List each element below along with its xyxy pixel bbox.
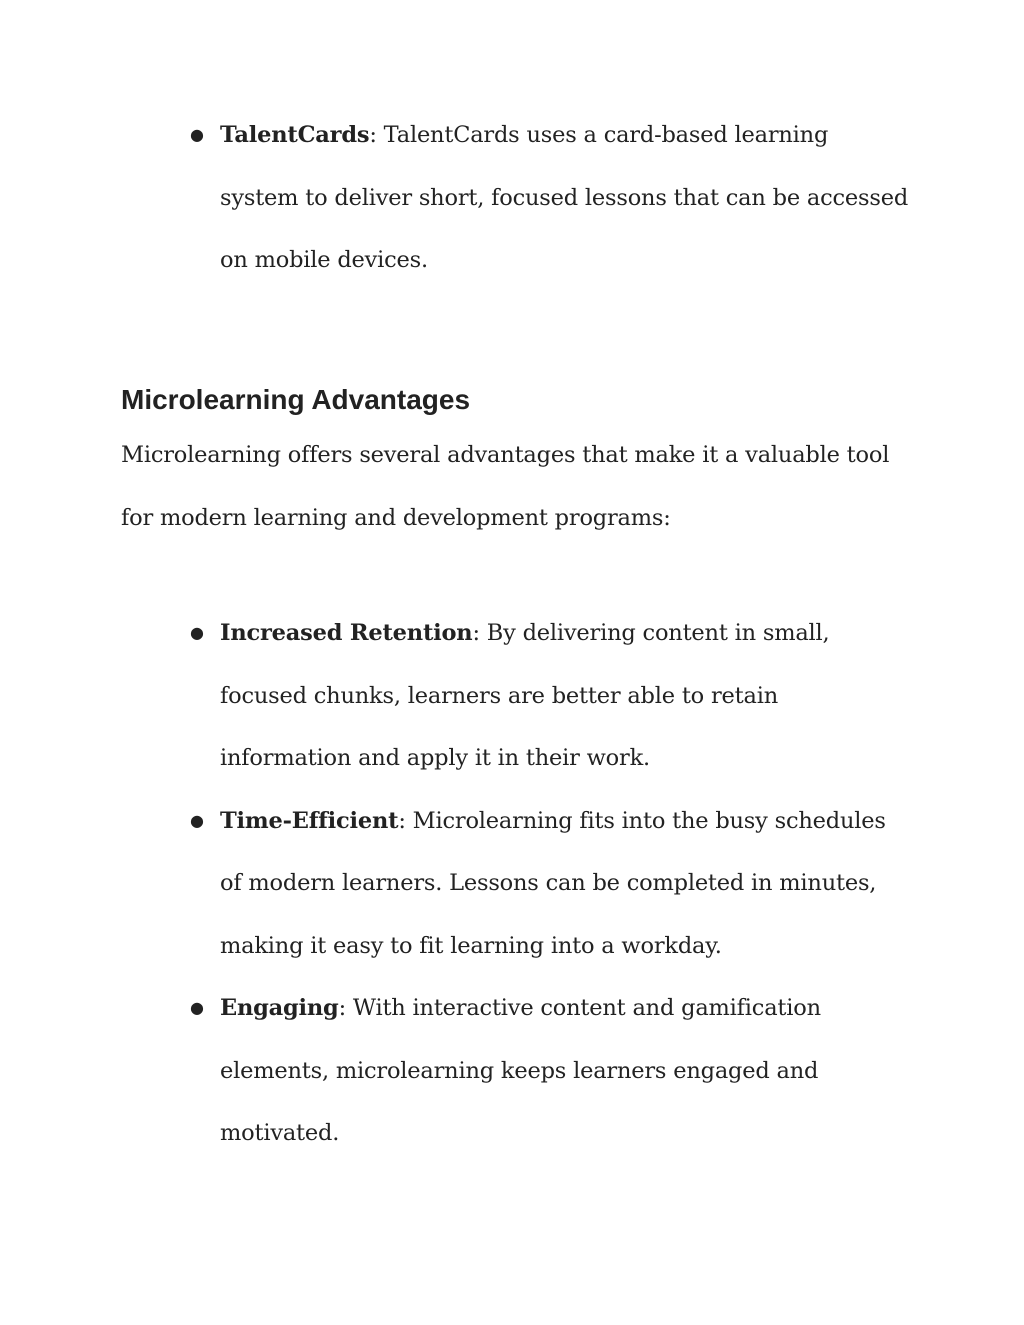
list-item-engaging	[0, 977, 910, 1165]
section-heading: Microlearning Advantages	[121, 384, 471, 415]
platform-list	[0, 104, 1024, 292]
list-item-term: TalentCards	[220, 122, 370, 148]
list-item-separator: :	[398, 807, 406, 834]
list-item-text: Microlearning fits into the busy schedules of modern learners. Lessons can be completed in minutes, making it easy to fit learning into a workday.	[220, 807, 886, 959]
bullet-icon: ●	[190, 623, 204, 642]
list-item-time-efficient	[0, 790, 910, 978]
bullet-icon: ●	[190, 810, 204, 830]
list-item-separator: :	[472, 620, 480, 646]
list-item-text: With interactive content and gamification elements, microlearning keeps learners engaged and motivated.	[220, 995, 821, 1146]
list-item-text: TalentCards uses a card-based learning system to deliver short, focused lessons that can be accessed on mobile devices.	[220, 122, 909, 273]
list-item-text: By delivering content in small, focused chunks, learners are better able to retain information and apply it in their work.	[220, 620, 830, 771]
section-intro: Microlearning offers several advantages that make it a valuable tool for modern learning and development programs:	[121, 442, 890, 531]
list-item-term: Time-Efficient	[220, 807, 399, 834]
list-item-increased-retention	[0, 602, 910, 790]
list-item-term: Increased Retention	[220, 620, 473, 646]
list-item-separator: :	[369, 122, 377, 148]
advantages-list	[0, 602, 1024, 1165]
list-item-term: Engaging	[220, 995, 339, 1021]
list-item-separator: :	[338, 995, 346, 1021]
list-item-talentcards	[0, 104, 910, 292]
bullet-icon: ●	[190, 125, 204, 144]
bullet-icon: ●	[190, 998, 204, 1017]
